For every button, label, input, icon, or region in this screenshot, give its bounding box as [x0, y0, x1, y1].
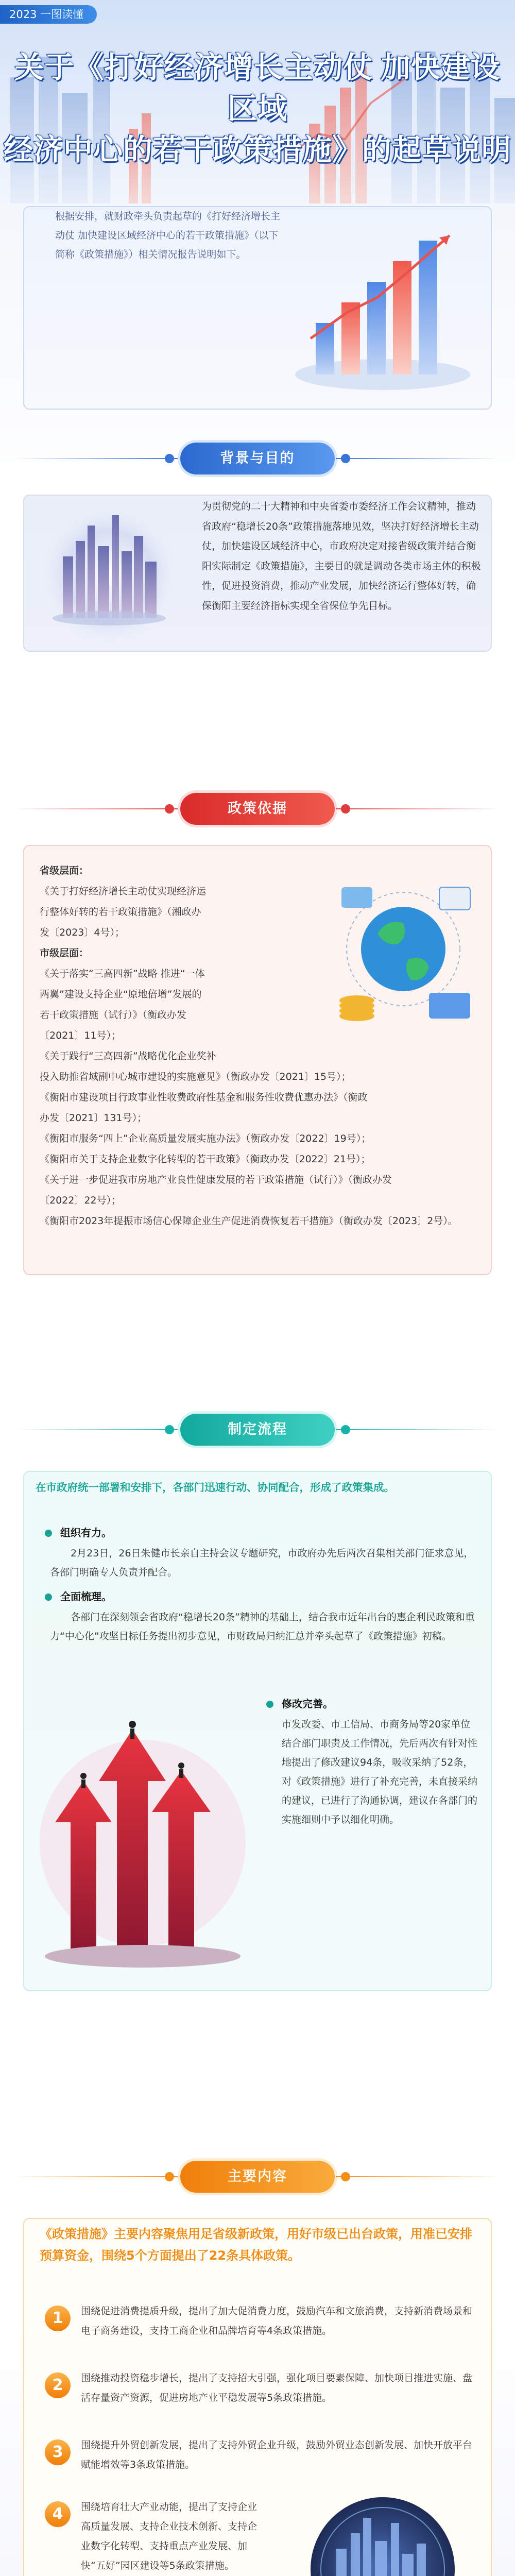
dot	[165, 454, 174, 463]
divider	[336, 808, 501, 809]
basis-line: 《关于进一步促进我市房地产业良性健康发展的若干政策措施（试行）》（衡政办发	[40, 1174, 392, 1185]
section-head-background	[0, 440, 515, 477]
divider	[14, 1429, 179, 1430]
basis-line: 办发〔2021〕131号）；	[40, 1112, 147, 1124]
process-lead: 在市政府统一部署和安排下，各部门迅速行动、协同配合，形成了政策集成。	[36, 1481, 394, 1494]
content-panel	[23, 2218, 492, 2576]
number-badge: 1	[45, 2306, 71, 2331]
header-banner	[0, 0, 515, 204]
basis-subheading: 省级层面：	[40, 865, 89, 876]
basis-line: 《关于践行“三高四新”战略优化企业奖补	[40, 1050, 216, 1062]
process-panel	[23, 1471, 492, 1991]
divider	[14, 808, 179, 809]
basis-line: 《衡阳市2023年提振市场信心保障企业生产促进消费恢复若干措施》（衡政办发〔2023〕2号）。	[40, 1215, 458, 1227]
divider	[336, 2176, 501, 2177]
city-globe-illustration	[32, 500, 186, 649]
section-title-background: 背景与目的	[180, 443, 335, 474]
policy-basis-list	[40, 860, 477, 1231]
intro-panel	[23, 206, 492, 410]
basis-line: 两翼”建设支持企业“原地倍增”发展的	[40, 989, 202, 1000]
rising-arrows-illustration	[35, 1688, 251, 1977]
page-title-line1: 关于《打好经济增长主动仗 加快建设区域	[14, 52, 501, 125]
section-title-content: 主要内容	[180, 2161, 335, 2193]
divider	[336, 458, 501, 459]
year-tag: 2023 一图读懂	[0, 5, 97, 24]
dot	[165, 1425, 174, 1434]
basis-line: 《关于打好经济增长主动仗实现经济运	[40, 886, 207, 897]
content-item: 围绕推动投资稳步增长，提出了支持招大引强，强化项目要素保障、加快项目推进实施、盘活存量资产资源，促进房地产业平稳发展等5条政策措施。	[81, 2372, 473, 2403]
content-item: 围绕提升外贸创新发展，提出了支持外贸企业升级，鼓励外贸业态创新发展、加快开放平台赋能增效等3条政策措施。	[81, 2439, 473, 2470]
process-item-body: 2月23日，26日朱健市长亲自主持会议专题研究，市政府办先后两次召集相关部门征求意见，各部门明确专人负责并配合。	[50, 1548, 474, 1578]
background-panel	[23, 495, 492, 652]
background-text: 为贯彻党的二十大精神和中央省委市委经济工作会议精神，推动省政府“稳增长20条”政策措施落地见效，坚决打好经济增长主动仗，加快建设区域经济中心，市政府决定对接省级政策并结合衡阳实际制定《政策措施》，主要目的就是调动各类市场主体的积极性，促进投资消费，推动产业发展，加快经济运行整体好转，确保衡阳主要经济指标实现全省保位争先目标。	[202, 501, 481, 612]
section-head-process	[0, 1412, 515, 1448]
process-item-body: 各部门在深刻领会省政府“稳增长20条”精神的基础上，结合我市近年出台的惠企利民政策和重力“中心化”攻坚目标任务提出初步意见，市财政局归纳汇总并牵头起草了《政策措施》初稿。	[50, 1612, 475, 1642]
basis-line: 行整体好转的若干政策措施》（湘政办	[40, 906, 201, 918]
divider	[14, 2176, 179, 2177]
process-item-title: 组织有力。	[60, 1527, 112, 1539]
basis-line: 《衡阳市关于支持企业数字化转型的若干政策》（衡政办发〔2022〕21号）；	[40, 1154, 371, 1165]
basis-line: 若干政策措施（试行）》（衡政办发	[40, 1009, 187, 1021]
tech-city-illustration	[290, 2492, 475, 2576]
page-title	[0, 47, 515, 171]
dot	[165, 804, 174, 814]
basis-panel	[23, 845, 492, 1275]
intro-text: 根据安排，就财政牵头负责起草的《打好经济增长主动仗 加快建设区域经济中心的若干政策措施》（以下简称《政策措施》）相关情况报告说明如下。	[55, 211, 281, 260]
basis-line: 发〔2023〕4号）；	[40, 927, 125, 938]
process-item-title: 全面梳理。	[60, 1590, 112, 1603]
divider	[14, 458, 179, 459]
content-item: 围绕培育壮大产业动能，提出了支持企业高质量发展、支持企业技术创新、支持企业数字化转型、支持重点产业发展、加快“五好”园区建设等5条政策措施。	[81, 2501, 258, 2571]
process-item-body: 市发改委、市工信局、市商务局等20家单位结合部门职责及工作情况，先后两次有针对性地提出了修改建议94条，吸收采纳了52条，对《政策措施》进行了补充完善，未直接采纳的建议，已进行了沟通协调，建议在各部门的实施细则中予以细化明确。	[282, 1719, 478, 1825]
section-title-process: 制定流程	[180, 1414, 335, 1446]
growth-chart-illustration	[285, 220, 480, 395]
basis-line: 《衡阳市服务“四上”企业高质量发展实施办法》（衡政办发〔2022〕19号）；	[40, 1133, 371, 1144]
content-item: 围绕促进消费提质升级，提出了加大促消费力度，鼓励汽车和文旅消费，支持新消费场景和电子商务建设，支持工商企业和品牌培育等4条政策措施。	[81, 2306, 473, 2336]
number-badge: 3	[45, 2439, 71, 2465]
process-item-title: 修改完善。	[282, 1698, 333, 1710]
basis-line: 投入助推省域副中心城市建设的实施意见》（衡政办发〔2021〕15号）；	[40, 1071, 351, 1082]
number-badge: 2	[45, 2372, 71, 2398]
section-title-basis: 政策依据	[180, 793, 335, 825]
bullet-icon	[266, 1701, 273, 1708]
bullet-icon	[45, 1594, 52, 1601]
basis-subheading: 市级层面：	[40, 947, 89, 959]
bullet-icon	[45, 1530, 52, 1537]
basis-line: 〔2022〕22号）；	[40, 1195, 122, 1206]
page-title-line2: 经济中心的若干政策措施》的起草说明	[4, 134, 511, 166]
number-badge: 4	[45, 2501, 71, 2527]
divider	[336, 1429, 501, 1430]
section-head-basis	[0, 791, 515, 827]
basis-line: 《衡阳市建设项目行政事业性收费政府性基金和服务性收费优惠办法》（衡政	[40, 1092, 368, 1103]
content-lead: 《政策措施》主要内容聚焦用足省级新政策，用好市级已出台政策，用准已安排预算资金，围绕5个方面提出了22条具体政策。	[40, 2227, 472, 2263]
basis-line: 〔2021〕11号）；	[40, 1030, 122, 1041]
dot	[165, 2172, 174, 2181]
section-head-content	[0, 2159, 515, 2195]
basis-line: 《关于落实“三高四新”战略 推进“一体	[40, 968, 205, 979]
